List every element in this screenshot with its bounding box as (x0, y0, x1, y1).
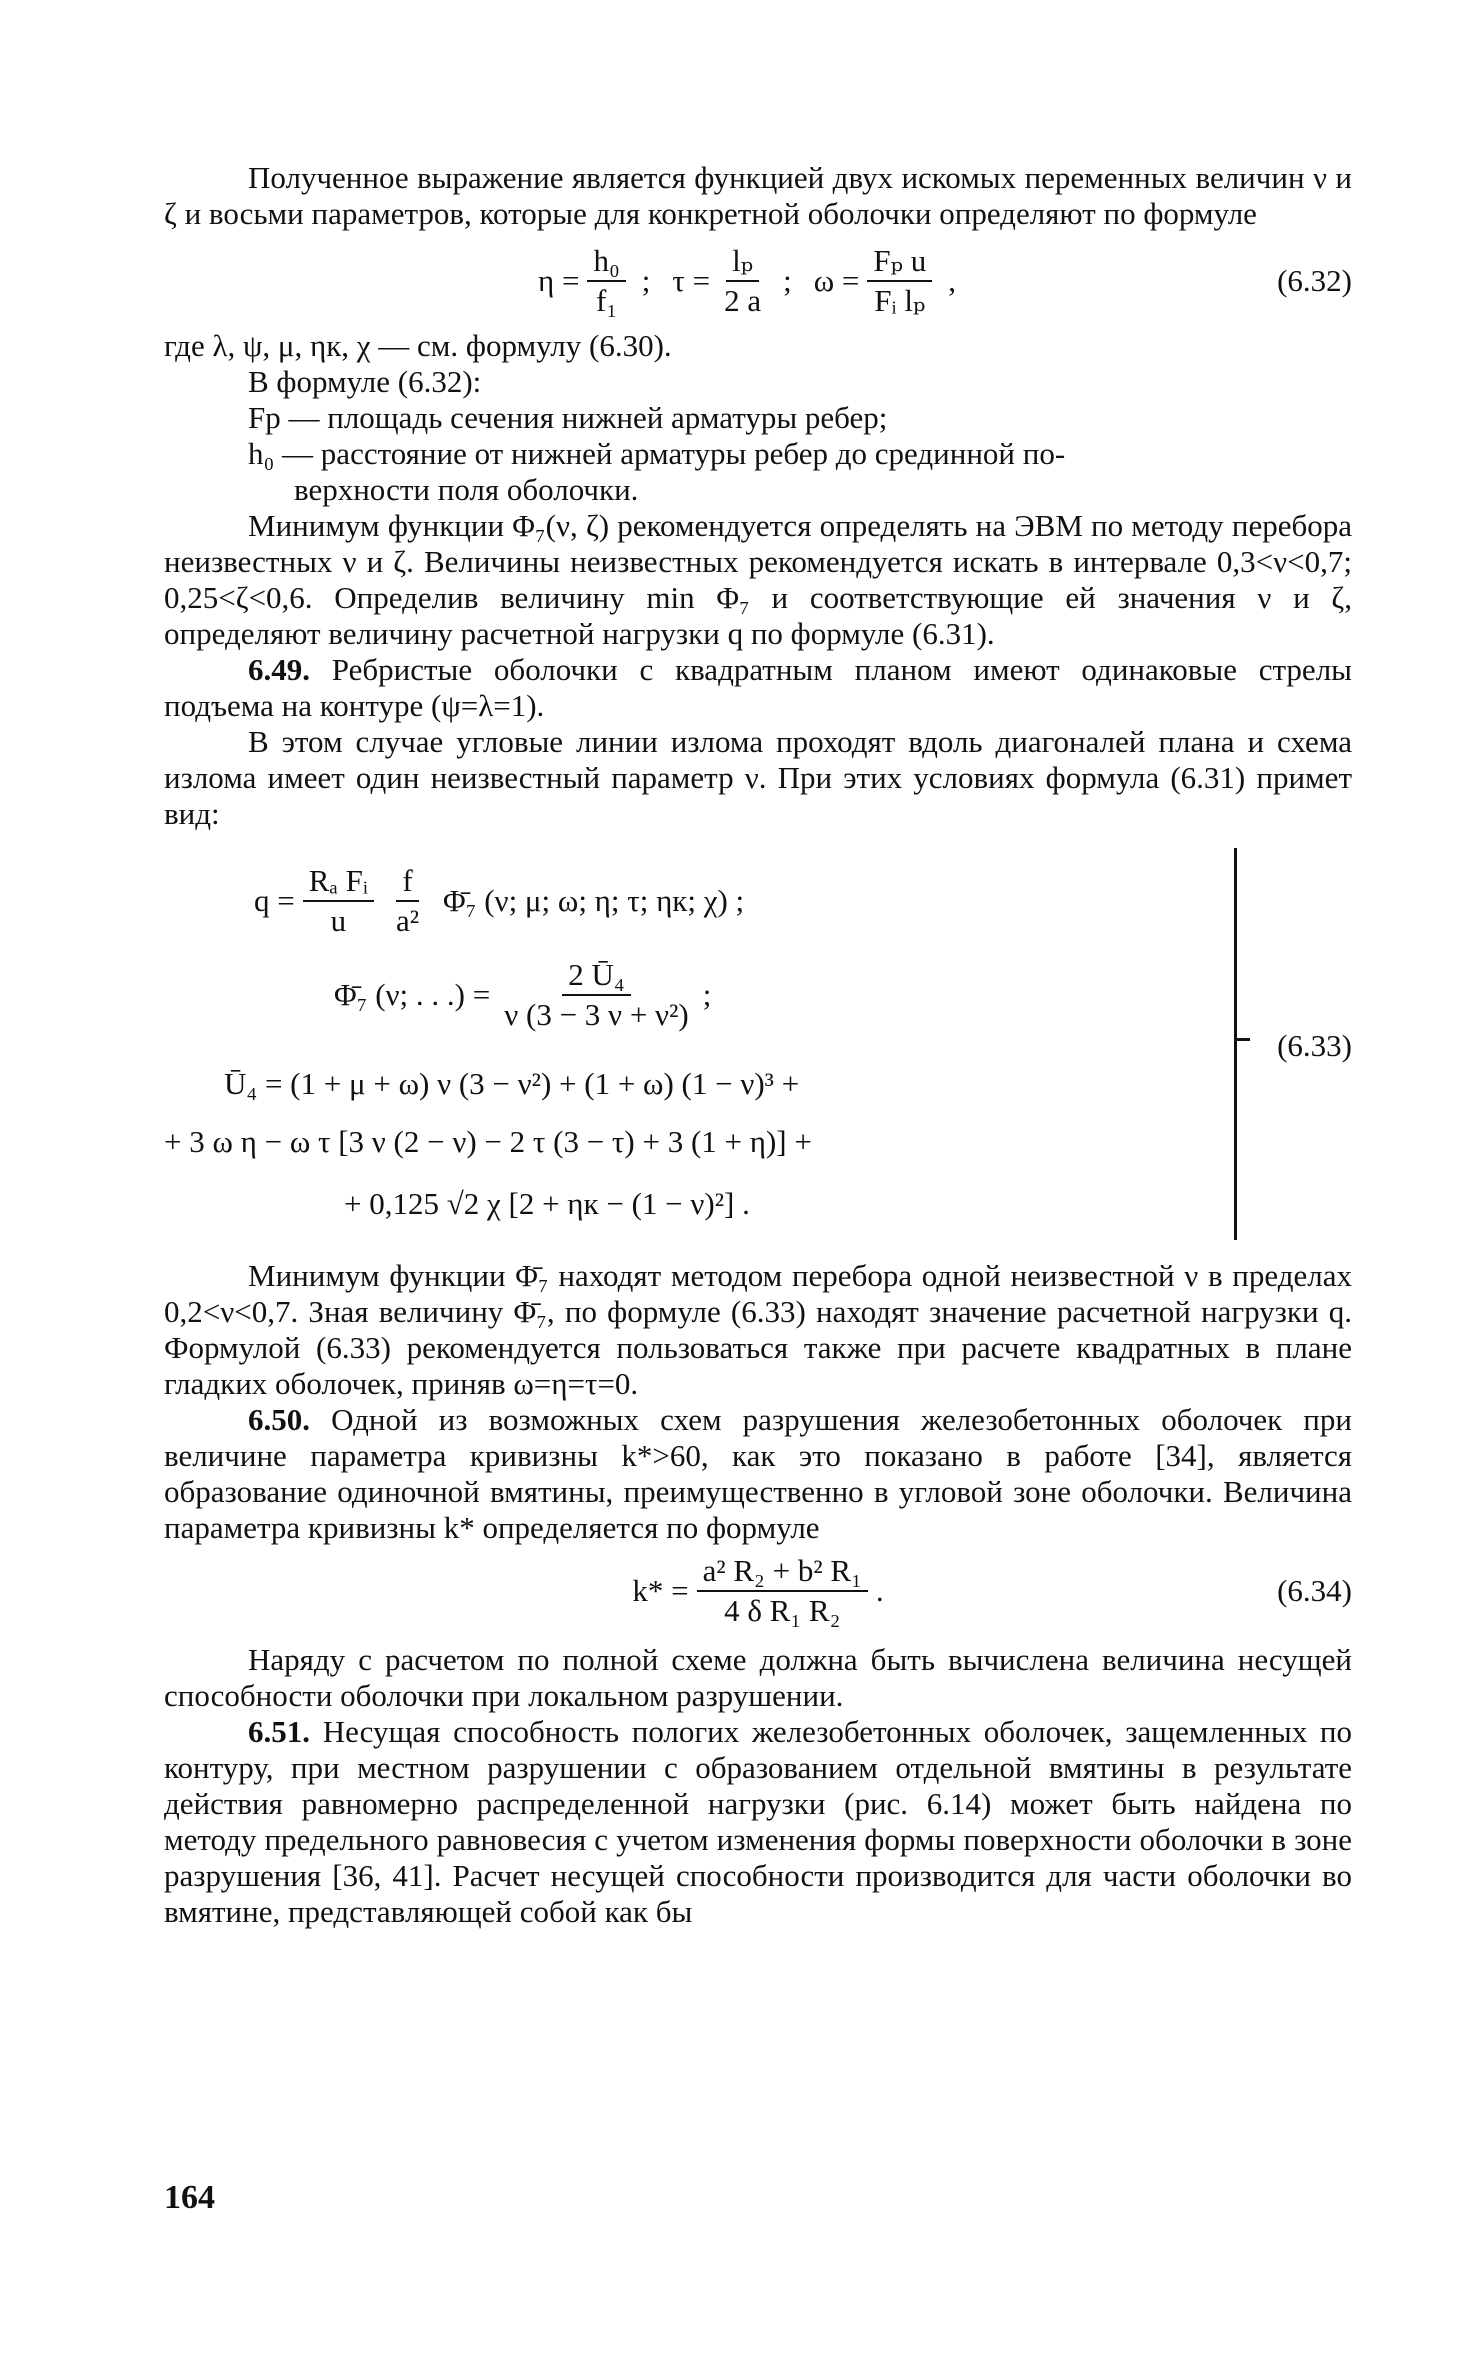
paragraph-6-50-text: Одной из возможных схем разрушения железобетонных оболочек при величине параметра кривизны k*>60, как это показано в работе [34], является образование одиночной вмятины, преимущественно в угловой зоне оболочки. Величина параметра кривизны k* определяется по формуле (164, 1402, 1352, 1545)
definition-fp: Fр — площадь сечения нижней арматуры ребер; (248, 400, 888, 435)
omega-denominator: Fᵢ lₚ (874, 283, 926, 318)
formula-6-34: k* = $\frac{\text{a² R₂ + b² R₁}}{\text{4 δ R₁ R₂}}$ . (6.34) (632, 1553, 1352, 1628)
paragraph-diagonals: В этом случае угловые линии излома проходят вдоль диагоналей плана и схема излома имеет один неизвестный параметр ν. При этих условиях формула (6.31) примет вид: (164, 724, 1352, 831)
paragraph-in-formula: В формуле (6.32): (248, 364, 482, 399)
paragraph-minimum-phi7: Минимум функции Φ̄₇ находят методом перебора одной неизвестной ν в пределах 0,2<ν<0,7. Зная величину Φ̄₇, по формуле (6.33) находят значение расчетной нагрузки q. Формулой (6.33) рекомендуется пользоваться также при расчете квадратных в плане гладких оболочек, приняв ω=η=τ=0. (164, 1258, 1352, 1401)
tau-lhs: τ = (672, 263, 711, 298)
page-number: 164 (164, 2179, 215, 2216)
k-star-denominator: 4 δ R₁ R₂ (724, 1593, 841, 1628)
paragraph-6-49-text: Ребристые оболочки с квадратным планом имеют одинаковые стрелы подъема на контуре (ψ=λ=1). (164, 652, 1352, 723)
tau-denominator: 2 a (724, 283, 762, 318)
omega-fraction (867, 244, 932, 318)
paragraph-local-failure: Наряду с расчетом по полной схеме должна быть вычислена величина несущей способности оболочки при локальном разрушении. (164, 1642, 1352, 1713)
paragraph-6-50 (164, 1402, 1352, 1546)
definition-h0-continued: верхности поля оболочки. (294, 472, 639, 507)
paragraph-where: где λ, ψ, μ, ηк, χ — см. формулу (6.30). (164, 328, 672, 363)
formula-6-33-line-3: Ū₄ = (1 + μ + ω) ν (3 − ν²) + (1 + ω) (1 − ν)³ + (224, 1066, 800, 1101)
eta-numerator: h₀ (587, 244, 625, 282)
paragraph-intro: Полученное выражение является функцией двух искомых переменных величин ν и ζ и восьми параметров, которые для конкретной оболочки определяют по формуле (164, 160, 1352, 231)
section-number-6-50: 6.50. (248, 1402, 310, 1437)
section-number-6-51: 6.51. (248, 1714, 310, 1749)
omega-numerator: Fₚ u (867, 244, 932, 282)
section-number-6-49: 6.49. (248, 652, 310, 687)
tau-numerator: lₚ (726, 244, 759, 282)
formula-6-32: η = $\frac{\text{h₀}}{\text{f₁}}$ ; τ = $\frac{\text{lₚ}}{2 a}$ ; ω = $\frac{\text{Fₚ u}}{\text{Fᵢ lₚ}}$ , (6.32) (537, 243, 1352, 318)
formula-6-33-line-2: Φ̄₇ (ν; . . .) = $\frac{\text{2 Ū₄}}{\text{ν (3 − 3 ν + ν²)}}$ ; (334, 957, 712, 1032)
formula-6-33-line-1: q = $\frac{\text{Rₐ Fᵢ}}{u}$ $\frac{f}{\text{a²}}$ Φ̄₇ (ν; μ; ω; η; τ; ηк; χ) ; (254, 863, 745, 938)
definition-h0: h₀ — расстояние от нижней арматуры ребер до срединной по- (248, 436, 1066, 471)
k-star-numerator: a² R₂ + b² R₁ (697, 1554, 868, 1592)
paragraph-6-49 (164, 652, 1352, 724)
k-star-fraction (697, 1554, 868, 1628)
eta-lhs: η = (537, 263, 580, 298)
paragraph-minimum: Минимум функции Φ₇(ν, ζ) рекомендуется определять на ЭВМ по методу перебора неизвестных ν и ζ. Величины неизвестных рекомендуется искать в интервале 0,3<ν<0,7; 0,25<ζ<0,6. Определив величину min Φ₇ и соответствующие ей значения ν и ζ, определяют величину расчетной нагрузки q по формуле (6.31). (164, 508, 1352, 651)
tau-fraction (718, 244, 767, 318)
formula-6-33-line-5: + 0,125 √2 χ [2 + ηк − (1 − ν)²] . (344, 1186, 750, 1221)
equation-number-6-34: (6.34) (1277, 1573, 1352, 1608)
right-brace (1220, 848, 1237, 1240)
formula-6-33-line-4: + 3 ω η − ω τ [3 ν (2 − ν) − 2 τ (3 − τ) + 3 (1 + η)] + (164, 1124, 812, 1159)
paragraph-6-51-text: Несущая способность пологих железобетонных оболочек, защемленных по контуру, при местном разрушении с образованием отдельной вмятины в результате действия равномерно распределенной нагрузки (рис. 6.14) может быть найдена по методу предельного равновесия с учетом изменения формы поверхности оболочки в зоне разрушения [36, 41]. Расчет несущей способности производится для части оболочки во вмятине, представляющей собой как бы (164, 1714, 1352, 1929)
equation-number-6-33: (6.33) (1277, 1028, 1352, 1063)
equation-number-6-32: (6.32) (1277, 263, 1352, 298)
eta-denominator: f₁ (596, 283, 618, 318)
formula-6-33 (164, 846, 1352, 1246)
omega-lhs: ω = (813, 263, 860, 298)
k-star-lhs: k* = (632, 1573, 689, 1608)
paragraph-6-51 (164, 1714, 1352, 1930)
eta-fraction (587, 244, 625, 318)
definitions-list (164, 400, 1352, 508)
